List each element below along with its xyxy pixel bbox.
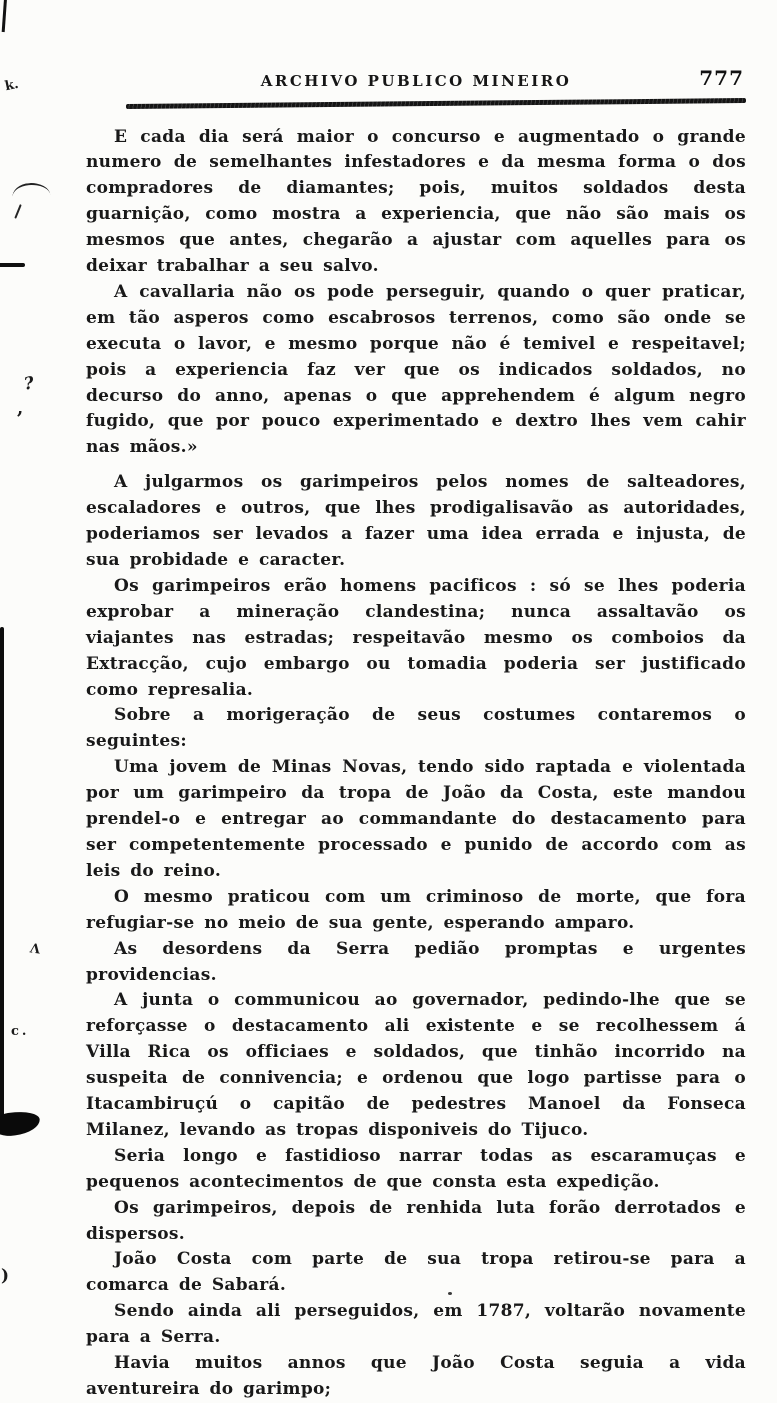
paragraph: Uma jovem de Minas Novas, tendo sido raptada e violentada por um garimpeiro da tropa de João da Costa, este mandou prendel-o e entregar ao commandante do destacamento para ser competentemente processado e punido de accordo com as leis do reino. [86, 757, 746, 881]
paragraph: As desordens da Serra pedião promptas e urgentes providencias. [86, 938, 746, 985]
page-header [86, 66, 746, 96]
paragraph: João Costa com parte de sua tropa retirou-se para a comarca de Sabará. [86, 1249, 746, 1296]
paragraph: Sendo ainda ali perseguidos, em 1787, voltarão novamente para a Serra. [86, 1301, 746, 1348]
scan-edge-line [0, 627, 4, 1119]
ink-comma-mark: , [17, 398, 24, 419]
paragraph: Os garimpeiros, depois de renhida luta forão derrotados e dispersos. [86, 1197, 746, 1244]
pencil-question-mark: ? [22, 373, 36, 395]
ink-slash-mark [14, 204, 22, 219]
paragraph: A cavallaria não os pode perseguir, quando o quer praticar, em tão asperos como escabrosos terrenos, como são onde se executa o lavor, e mesmo porque não é temivel e respeitavel; pois a experiencia faz ver que os indicados soldados, no decurso do anno, apenas o que apprehendem é algum negro fugido, que por pouco experimentado e dextro lhes vem cahir nas mãos.» [86, 281, 746, 458]
paragraph: Os garimpeiros erão homens pacificos : só se lhes poderia exprobar a mineração clandestina; nunca assaltavão os viajantes nas estradas; respeitavão mesmo os comboios da Extracção, cujo embargo ou tomadia poderia ser justificado como represalia. [86, 575, 746, 700]
ink-blob-mark [0, 1109, 41, 1137]
paragraph: O mesmo praticou com um criminoso de morte, que fora refugiar-se no meio de sua gente, esperando amparo. [86, 886, 746, 933]
pencil-note-c: c. [11, 1024, 30, 1039]
paragraph: E cada dia será maior o concurso e augmentado o grande numero de semelhantes infestadores e da mesma forma o dos compradores de diamantes; pois, muitos soldados desta guarnição, como mostra a experiencia, que não são mais os mesmos que antes, chegarão a ajustar com aquelles para os deixar trabalhar a seu salvo. [86, 126, 746, 277]
paragraph: A junta o communicou ao governador, pedindo-lhe que se reforçasse o destacamento ali existente e se recolhessem á Villa Rica os officiaes e soldados, que tinhão incorrido na suspeita de connivencia; e ordenou que logo partisse para o Itacambiruçú o capitão de pedestres Manoel da Fonseca Milanez, levando as tropas disponiveis do Tijuco. [86, 990, 746, 1140]
scanned-page [86, 66, 746, 1403]
ink-dash-mark [0, 263, 25, 267]
pencil-caret-mark: Λ [29, 941, 42, 958]
page-body [86, 125, 746, 1403]
paragraph: A julgarmos os garimpeiros pelos nomes de salteadores, escaladores e outros, que lhes prodigalisavão as autoridades, poderiamos ser levados a fazer uma idea errada e injusta, de sua probidade e caracter. [86, 472, 746, 570]
paragraph: Havia muitos annos que João Costa seguia a vida aventureira do garimpo; [86, 1353, 746, 1399]
ink-stroke-mark [2, 0, 7, 32]
pencil-note-k: k. [3, 76, 20, 95]
running-title: ARCHIVO PUBLICO MINEIRO [260, 72, 572, 90]
paragraph: Sobre a morigeração de seus costumes contaremos o seguintes: [86, 705, 746, 752]
ink-bracket-mark: ) [1, 1266, 10, 1286]
page-number: 777 [699, 66, 744, 90]
header-rule [126, 98, 746, 108]
paragraph: Seria longo e fastidioso narrar todas as escaramuças e pequenos acontecimentos de que consta esta expedição. [86, 1145, 746, 1192]
ink-arc-mark [11, 182, 50, 201]
